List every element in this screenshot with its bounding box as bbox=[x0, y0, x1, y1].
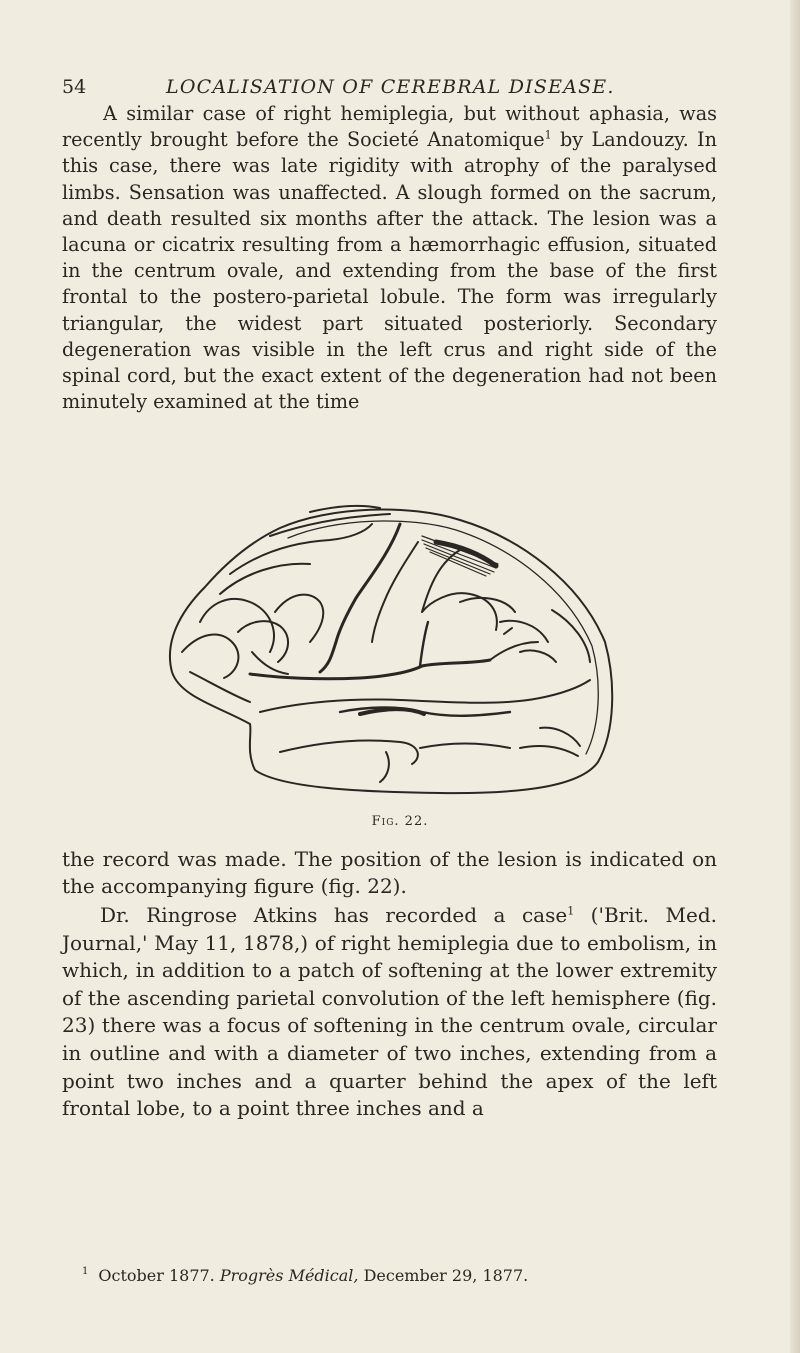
paragraph-1-text-a: A similar case of right hemiplegia, but without aphasia, was recently brought before the Societé Anatomique bbox=[62, 102, 717, 152]
gyrus-line bbox=[230, 524, 372, 574]
gyrus-line bbox=[200, 599, 274, 652]
gyrus-line bbox=[460, 598, 515, 612]
footnote-ref: 1 bbox=[567, 904, 575, 918]
paragraph-1 bbox=[62, 101, 717, 415]
gyrus-line bbox=[540, 728, 580, 746]
gyrus-line bbox=[275, 595, 323, 642]
gyrus-line bbox=[520, 746, 578, 756]
hemisphere-outline bbox=[170, 510, 612, 794]
footnote-ref: 1 bbox=[544, 128, 552, 142]
gyrus-line bbox=[220, 564, 310, 594]
footnote-journal: Progrès Médical, bbox=[219, 1266, 359, 1285]
paragraph-3-text-a: Dr. Ringrose Atkins has recorded a case bbox=[100, 903, 568, 927]
central-sulcus bbox=[320, 524, 400, 672]
page-header bbox=[62, 76, 682, 102]
paragraph-2: the record was made. The position of the lesion is indicated on the accompanying figure (fig. 22). bbox=[62, 847, 717, 898]
brain-figure bbox=[160, 502, 622, 798]
page-edge-shadow bbox=[790, 0, 800, 1353]
gyrus-line bbox=[380, 752, 389, 782]
footnote-mark: 1 bbox=[82, 1266, 89, 1277]
gyrus-line bbox=[520, 650, 556, 662]
brain-diagram-illustration bbox=[160, 502, 622, 798]
gyrus-line bbox=[190, 672, 250, 702]
sulcus-line bbox=[372, 542, 418, 642]
gyrus-line bbox=[252, 652, 288, 674]
page-number: 54 bbox=[62, 76, 87, 98]
lesion-mark-small bbox=[360, 709, 424, 714]
inferior-temporal-sulcus bbox=[280, 740, 418, 764]
gyrus-line bbox=[238, 621, 288, 662]
sylvian-fissure bbox=[250, 660, 490, 679]
paragraph-1-text-b: by Landouzy. In this case, there was late rigidity with atrophy of the paralysed limbs. Sensation was unaffected. A slough formed on the sacrum, and death resulted six months after the attack. The lesion was a lacuna or cicatrix resulting from a hæmorrhagic effusion, situated in the centrum ovale, and extending from the base of the first frontal to the postero-parietal lobule. The form was irregularly triangular, the widest part situated posteriorly. Secondary degeneration was visible in the left crus and right side of the spinal cord, but the exact extent of the degeneration had not been minutely examined at the time bbox=[62, 128, 717, 414]
paragraph-3-text-b: ('Brit. Med. Journal,' May 11, 1878,) of right hemiplegia due to embolism, in which, in addition to a patch of softening at the lower extremity of the ascending parietal convolution of the left hemisphere (fig. 23) there was a focus of softening in the centrum ovale, circular in outline and with a diameter of two inches, extending from a point two inches and a quarter behind the apex of the left frontal lobe, to a point three inches and a bbox=[62, 903, 717, 1121]
gyrus-line bbox=[504, 628, 512, 634]
footnote bbox=[82, 1266, 722, 1285]
gyrus-line bbox=[420, 744, 510, 749]
figure-caption: Fig. 22. bbox=[371, 814, 429, 829]
footnote-text-a: October 1877. bbox=[98, 1266, 220, 1285]
gyrus-line bbox=[552, 610, 590, 662]
hemisphere-inner-outline bbox=[288, 521, 598, 754]
footnote-text-b: December 29, 1877. bbox=[358, 1266, 529, 1285]
temporal-lobe-outline bbox=[260, 680, 590, 712]
paragraph-3 bbox=[62, 902, 717, 1123]
sylvian-branch bbox=[420, 622, 428, 666]
running-title: LOCALISATION OF CEREBRAL DISEASE. bbox=[166, 76, 615, 98]
